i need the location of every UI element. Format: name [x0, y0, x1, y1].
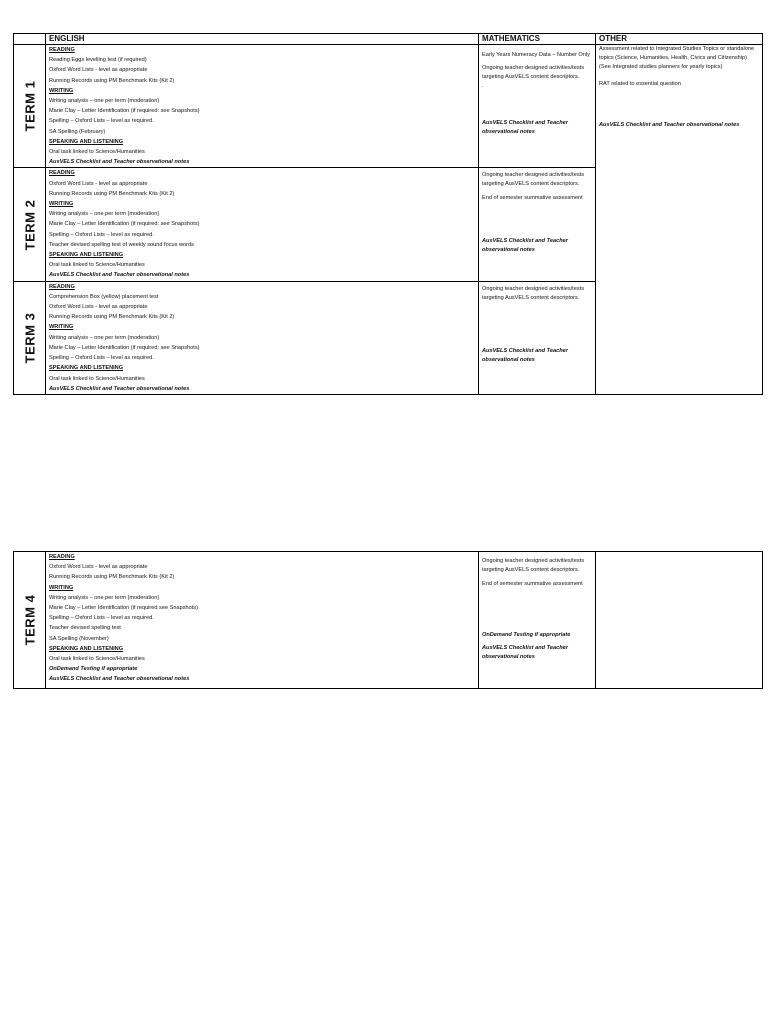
list-item: Writing analysis – one per term (moderation)	[49, 211, 160, 218]
term-3-label: TERM 3	[22, 312, 37, 364]
list-item: Oxford Word Lists - level as appropriate	[49, 180, 148, 187]
section-heading: SPEAKING AND LISTENING	[49, 138, 124, 145]
maths-text: End of semester summative assessment	[482, 581, 583, 587]
section-heading: READING	[49, 283, 75, 290]
term-2-maths-cell	[479, 168, 596, 281]
list-item: Running Records using PM Benchmark Kits (Kit 2)	[49, 314, 175, 321]
other-cell	[596, 45, 763, 395]
observation-note: AusVELS Checklist and Teacher observational notes	[482, 347, 568, 363]
term-1-cell	[14, 45, 46, 168]
list-item: SA Spelling (November)	[49, 635, 109, 642]
section-heading: READING	[49, 170, 75, 177]
term-1-english-cell	[46, 45, 479, 168]
term-2-english-cell	[46, 168, 479, 281]
maths-text: Ongoing teacher designed activities/tests targeting AusVELS content descriptors.	[482, 285, 584, 301]
term-4-english-cell	[46, 552, 479, 689]
list-item: Oral task linked to Science/Humanities	[49, 149, 145, 156]
maths-text: Early Years Numeracy Data – Number Only	[482, 52, 590, 58]
assessment-table-terms-1-3	[13, 33, 763, 395]
list-item: Comprehension Box (yellow) placement test	[49, 293, 159, 300]
section-heading: WRITING	[49, 87, 74, 94]
observation-note: OnDemand Testing if appropriate	[49, 666, 138, 673]
list-item: Teacher devised spelling test of weekly sound focus words	[49, 241, 194, 248]
other-text: (See Integrated studies planners for yearly topics)	[599, 64, 723, 70]
assessment-table-term-4	[13, 551, 763, 689]
list-item: Marie Clay – Letter Identification (if required see Snapshots)	[49, 605, 198, 612]
maths-text: Ongoing teacher designed activities/tests targeting AusVELS content descriptors.	[482, 172, 584, 188]
header-other: OTHER	[596, 34, 763, 45]
list-item: Marie Clay – Letter Identification (if required: see Snapshots)	[49, 221, 200, 228]
term-4-label: TERM 4	[22, 594, 37, 646]
list-item: Spelling – Oxford Lists – level as required.	[49, 615, 154, 622]
term-4-other-cell	[596, 552, 763, 689]
header-mathematics: MATHEMATICS	[479, 34, 596, 45]
term-4-row	[14, 552, 763, 689]
term-2-label: TERM 2	[22, 199, 37, 250]
list-item: Oxford Word Lists - level as appropriate	[49, 67, 148, 74]
section-heading: WRITING	[49, 584, 74, 591]
list-item: Marie Clay – Letter Identification (if required: see Snapshots)	[49, 344, 200, 351]
observation-note: AusVELS Checklist and Teacher observational notes	[49, 272, 190, 279]
observation-note: AusVELS Checklist and Teacher observational notes	[49, 676, 190, 683]
observation-note: AusVELS Checklist and Teacher observational notes	[482, 120, 568, 135]
term-1-label: TERM 1	[22, 80, 37, 132]
list-item: Spelling – Oxford Lists – level as required.	[49, 355, 154, 362]
maths-text: .	[482, 83, 484, 89]
observation-note: AusVELS Checklist and Teacher observational notes	[49, 159, 190, 166]
other-text: Assessment related to Integrated Studies Topics or standalone topics (Science, Humanities, Health, Civics and Citizenship)	[599, 46, 755, 61]
term-4-maths-cell	[479, 552, 596, 689]
term-1-row	[14, 45, 763, 168]
list-item: Oral task linked to Science/Humanities	[49, 375, 145, 382]
list-item: Spelling – Oxford Lists – level as required.	[49, 118, 154, 125]
header-row	[14, 34, 763, 45]
section-heading: READING	[49, 554, 75, 560]
observation-note: AusVELS Checklist and Teacher observational notes	[482, 645, 568, 660]
list-item: Reading Eggs levelling test (if required)	[49, 57, 147, 64]
term-2-cell	[14, 168, 46, 281]
list-item: Oral task linked to Science/Humanities	[49, 262, 145, 269]
section-heading: WRITING	[49, 324, 74, 331]
section-heading: READING	[49, 47, 75, 53]
term-1-maths-cell	[479, 45, 596, 168]
list-item: SA Spelling (February)	[49, 128, 106, 135]
term-3-maths-cell	[479, 281, 596, 394]
term-3-cell	[14, 281, 46, 394]
maths-text: Ongoing teacher designed activities/tests targeting AusVELS content descriptors.	[482, 558, 584, 573]
list-item: Spelling – Oxford Lists – level as required.	[49, 231, 154, 238]
list-item: Running Records using PM Benchmark Kits (Kit 2)	[49, 190, 175, 197]
list-item: Writing analysis – one per term (moderation)	[49, 594, 160, 601]
section-heading: SPEAKING AND LISTENING	[49, 252, 124, 259]
list-item: Oral task linked to Science/Humanities	[49, 656, 145, 663]
list-item: Running Records using PM Benchmark Kits (Kit 2)	[49, 574, 175, 581]
term-4-cell	[14, 552, 46, 689]
list-item: Marie Clay – Letter Identification (if required: see Snapshots)	[49, 108, 200, 115]
header-term	[14, 34, 46, 45]
header-english: ENGLISH	[46, 34, 479, 45]
other-text: RAT related to essential question	[599, 81, 681, 87]
list-item: Teacher devised spelling test	[49, 625, 121, 632]
section-heading: SPEAKING AND LISTENING	[49, 365, 124, 372]
list-item: Running Records using PM Benchmark Kits (Kit 2)	[49, 77, 175, 84]
observation-note: AusVELS Checklist and Teacher observational notes	[599, 122, 740, 128]
observation-note: OnDemand Testing if appropriate	[482, 632, 571, 638]
observation-note: AusVELS Checklist and Teacher observational notes	[482, 238, 568, 254]
observation-note: AusVELS Checklist and Teacher observational notes	[49, 385, 190, 392]
list-item: Oxford Word Lists - level as appropriate	[49, 564, 148, 571]
maths-text: End of semester summative assessment	[482, 195, 583, 202]
list-item: Writing analysis – one per term (moderation)	[49, 98, 160, 105]
section-heading: WRITING	[49, 201, 74, 208]
term-3-english-cell	[46, 281, 479, 394]
list-item: Oxford Word Lists - level as appropriate	[49, 304, 148, 311]
list-item: Writing analysis – one per term (moderation)	[49, 334, 160, 341]
section-heading: SPEAKING AND LISTENING	[49, 645, 124, 652]
maths-text: Ongoing teacher designed activities/tests targeting AusVELS content descriptors.	[482, 65, 584, 80]
